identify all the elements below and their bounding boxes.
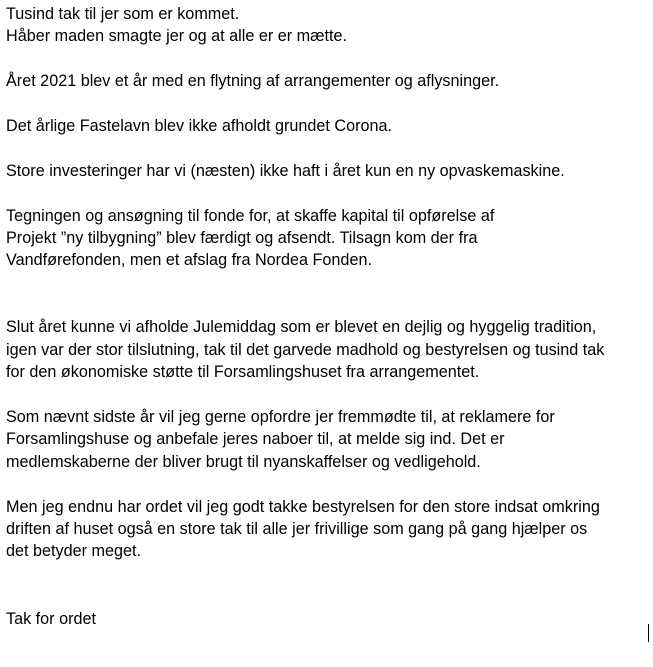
paragraph-gap [6,384,650,406]
text-line: Håber maden smagte jer og at alle er er mætte. [6,27,347,46]
document-body [6,3,650,630]
text-line: Tegningen og ansøgning til fonde for, at skaffe kapital til opførelse af [6,206,495,225]
text-line: igen var der stor tilslutning, tak til det garvede madhold og bestyrelsen og tusind tak [6,340,605,359]
text-line: Vandførefonden, men et afslag fra Nordea Fonden. [6,251,372,270]
paragraph-greeting [6,3,650,48]
paragraph-gap [6,137,650,159]
paragraph-thanks-board [6,496,650,563]
text-line: Men jeg endnu har ordet vil jeg godt takke bestyrelsen for den store indsat omkring [6,497,600,516]
paragraph-gap [6,272,650,294]
paragraph-gap [6,563,650,585]
paragraph-christmas [6,316,650,383]
paragraph-investments: Store investeringer har vi (næsten) ikke haft i året kun en ny opvaskemaskine. [6,161,565,180]
paragraph-closing: Tak for ordet [6,609,96,628]
paragraph-gap [6,182,650,204]
paragraph-gap [6,294,650,316]
text-line: det betyder meget. [6,542,141,561]
text-line: Slut året kunne vi afholde Julemiddag som er blevet en dejlig og hyggelig tradition, [6,318,597,337]
text-line: medlemskaberne der bliver brugt til nyanskaffelser og vedligehold. [6,452,481,471]
paragraph-gap [6,48,650,70]
paragraph-fastelavn: Det årlige Fastelavn blev ikke afholdt grundet Corona. [6,116,393,135]
text-line: for den økonomiske støtte til Forsamlingshuset fra arrangementet. [6,363,480,382]
paragraph-funding [6,205,650,272]
paragraph-year-summary: Året 2021 blev et år med en flytning af arrangementer og aflysninger. [6,72,500,91]
text-line: driften af huset også en store tak til alle jer frivillige som gang på gang hjælper os [6,519,588,538]
paragraph-gap [6,93,650,115]
text-line: Projekt ”ny tilbygning” blev færdigt og afsendt. Tilsagn kom der fra [6,228,478,247]
paragraph-gap [6,473,650,495]
text-line: Tusind tak til jer som er kommet. [6,5,240,23]
text-line: Forsamlingshuse og anbefale jeres naboer til, at melde sig ind. Det er [6,430,505,449]
text-line: Som nævnt sidste år vil jeg gerne opfordre jer fremmødte til, at reklamere for [6,408,555,427]
text-cursor[interactable] [648,624,649,642]
paragraph-gap [6,585,650,607]
paragraph-membership [6,406,650,473]
